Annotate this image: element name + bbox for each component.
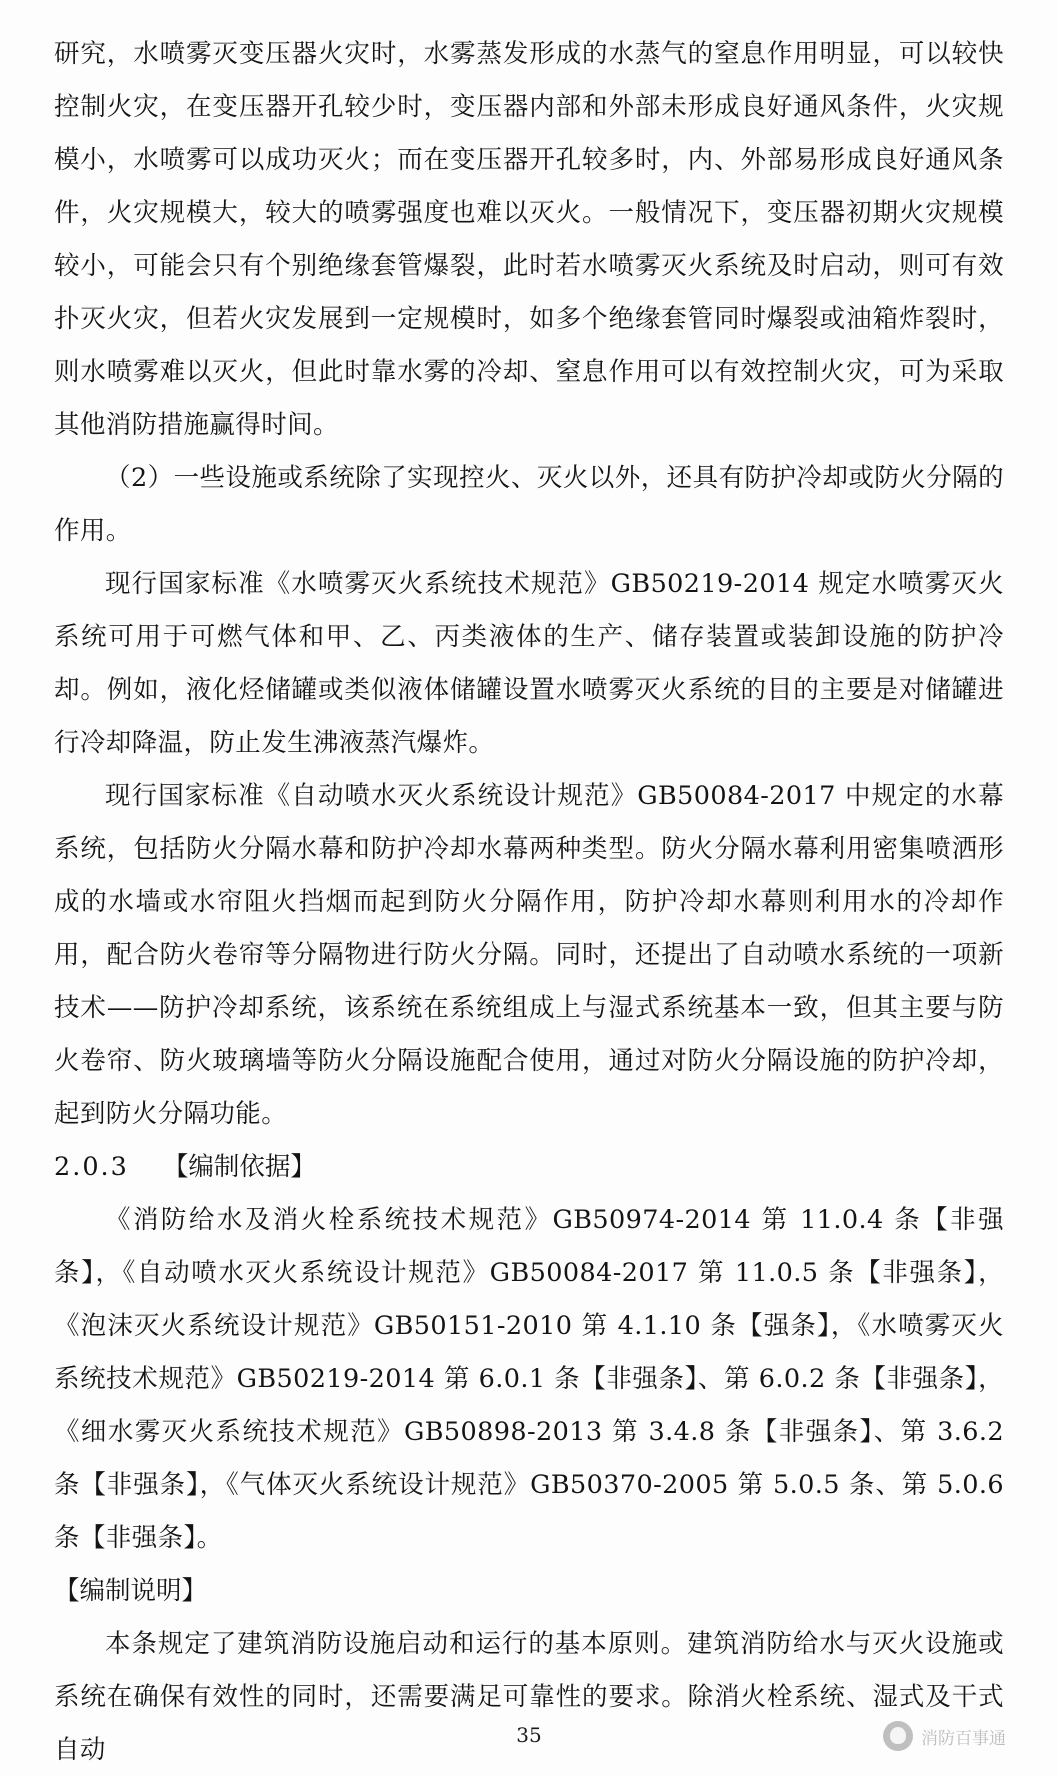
page-number: 35 [516,1723,542,1747]
explanation-title: 【编制说明】 [54,1576,208,1606]
paragraph-gb50219: 现行国家标准《水喷雾灭火系统技术规范》GB50219-2014 规定水喷雾灭火系统可用于可燃气体和甲、乙、丙类液体的生产、储存装置或装卸设施的防护冷却。例如，液化烃储罐或类似液体储罐设置水喷雾灭火系统的目的主要是对储罐进行冷却降温，防止发生沸液蒸汽爆炸。 [54,569,1004,758]
clause-title: 【编制依据】 [162,1152,316,1182]
clause-references: 《消防给水及消火栓系统技术规范》GB50974-2014 第 11.0.4 条【非强条】，《自动喷水灭火系统设计规范》GB50084-2017 第 11.0.5 条【非强条】，《泡沫灭火系统设计规范》GB50151-2010 第 4.1.10 条【强条】，《水喷雾灭火系统技术规范》GB50219-2014 第 6.0.1 条【非强条】、第 6.0.2 条【非强条】，《细水雾灭火系统技术规范》GB50898-2013 第 3.4.8 条【非强条】、第 3.6.2 条【非强条】，《气体灭火系统设计规范》GB50370-2005 第 5.0.5 条、第 5.0.6 条【非强条】。 [54,1205,1004,1553]
circle-avatar-icon [883,1721,913,1751]
clause-number: 2.0.3 [54,1152,129,1182]
explanation-paragraph: 本条规定了建筑消防设施启动和运行的基本原则。建筑消防给水与灭火设施或系统在确保有效性的同时，还需要满足可靠性的要求。除消火栓系统、湿式及干式自动 [54,1629,1004,1765]
watermark [883,1721,1006,1751]
watermark-label: 消防百事通 [921,1728,1006,1749]
paragraph-gb50084: 现行国家标准《自动喷水灭火系统设计规范》GB50084-2017 中规定的水幕系统，包括防火分隔水幕和防护冷却水幕两种类型。防火分隔水幕利用密集喷洒形成的水墙或水帘阻火挡烟而起到防火分隔作用，防护冷却水幕则利用水的冷却作用，配合防火卷帘等分隔物进行防火分隔。同时，还提出了自动喷水系统的一项新技术——防护冷却系统，该系统在系统组成上与湿式系统基本一致，但其主要与防火卷帘、防火玻璃墙等防火分隔设施配合使用，通过对防火分隔设施的防护冷却，起到防火分隔功能。 [54,781,1004,1129]
paragraph-item-2: （2）一些设施或系统除了实现控火、灭火以外，还具有防护冷却或防火分隔的作用。 [54,463,1004,546]
paragraph-research: 研究，水喷雾灭变压器火灾时，水雾蒸发形成的水蒸气的窒息作用明显，可以较快控制火灾，在变压器开孔较少时，变压器内部和外部未形成良好通风条件，火灾规模小，水喷雾可以成功灭火；而在变压器开孔较多时，内、外部易形成良好通风条件，火灾规模大，较大的喷雾强度也难以灭火。一般情况下，变压器初期火灾规模较小，可能会只有个别绝缘套管爆裂，此时若水喷雾灭火系统及时启动，则可有效扑灭火灾，但若火灾发展到一定规模时，如多个绝缘套管同时爆裂或油箱炸裂时，则水喷雾难以灭火，但此时靠水雾的冷却、窒息作用可以有效控制火灾，可为采取其他消防措施赢得时间。 [54,39,1004,440]
clause-heading [54,1141,1004,1194]
